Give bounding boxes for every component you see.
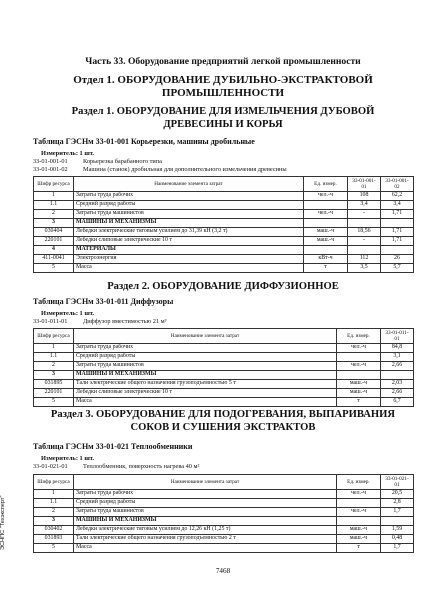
resource-value: 2,66	[381, 362, 414, 371]
table-row	[34, 517, 414, 526]
resource-name: МАШИНЫ И МЕХАНИЗМЫ	[74, 517, 337, 526]
table-row	[34, 353, 414, 362]
resource-unit: маш.-ч	[337, 389, 381, 398]
razdel-1-title: Раздел 1. ОБОРУДОВАНИЕ ДЛЯ ИЗМЕЛЬЧЕНИЯ ДУБОВОЙ ДРЕВЕСИНЫ И КОРЬЯ	[71, 106, 375, 130]
resource-code: 031895	[34, 380, 74, 389]
resource-name: МАШИНЫ И МЕХАНИЗМЫ	[74, 219, 304, 228]
resource-name: Масса	[74, 544, 337, 553]
resource-value: 20,5	[381, 490, 414, 499]
resource-code: 2	[34, 362, 74, 371]
table-row	[34, 192, 414, 201]
resource-name: Тали электрические общего назначения грузоподъемностью 2 т	[74, 535, 337, 544]
resource-code: 2	[34, 210, 74, 219]
resource-code: 1	[34, 490, 74, 499]
table-row	[34, 246, 414, 255]
resource-unit: т	[304, 264, 348, 273]
resource-name: Средний разряд работы	[74, 201, 304, 210]
table-3-meter: Измеритель: 1 шт.	[41, 455, 94, 462]
resource-code: 030402	[34, 526, 74, 535]
razdel-3-title: Раздел 3. ОБОРУДОВАНИЕ ДЛЯ ПОДОГРЕВАНИЯ, ВЫПАРИВАНИЯ СОКОВ И СУШЕНИЯ ЭКСТРАКТОВ	[50, 409, 396, 433]
resource-code: 1	[34, 344, 74, 353]
resource-name: МАШИНЫ И МЕХАНИЗМЫ	[74, 371, 337, 380]
resource-name: Средний разряд работы	[74, 499, 337, 508]
resource-unit: чел.-ч	[304, 210, 348, 219]
part-title: Часть 33. Оборудование предприятий легкой промышленности	[85, 56, 361, 67]
resource-unit	[337, 499, 381, 508]
resource-code: 2	[34, 508, 74, 517]
table-row	[34, 228, 414, 237]
resource-value	[381, 219, 414, 228]
resource-code: 1	[34, 192, 74, 201]
resource-code: 030404	[34, 228, 74, 237]
table-2-meter: Измеритель: 1 шт.	[41, 310, 94, 317]
resource-name: Тали электрические общего назначения грузоподъемностью 5 т	[74, 380, 337, 389]
resource-value: 108	[348, 192, 381, 201]
resource-value: 1,71	[381, 237, 414, 246]
resource-value	[381, 246, 414, 255]
table-row	[34, 371, 414, 380]
resource-name: Масса	[74, 398, 337, 407]
table-row	[34, 526, 414, 535]
table-row	[34, 210, 414, 219]
resource-name: Затраты труда рабочих	[74, 490, 337, 499]
resource-unit: чел.-ч	[337, 490, 381, 499]
resource-unit: т	[337, 398, 381, 407]
resource-code: 1.1	[34, 201, 74, 210]
table-3-code-line: 33-01-021-01 Теплообменник, поверхность нагрева 40 м²	[33, 463, 200, 470]
resource-unit	[304, 219, 348, 228]
table-1-title: Таблица ГЭСНм 33-01-001 Корьерезки, машины дробильные	[33, 137, 255, 146]
razdel-2-title: Раздел 2. ОБОРУДОВАНИЕ ДИФФУЗИОННОЕ	[107, 281, 339, 292]
table-1-code-line: 33-01-001-01 Корьерезка барабанного типа	[33, 158, 162, 165]
resource-unit	[304, 246, 348, 255]
resource-value: -	[348, 237, 381, 246]
resource-value: 18,56	[348, 228, 381, 237]
resource-value: 84,8	[381, 344, 414, 353]
resource-code: 411-0041	[34, 255, 74, 264]
resource-name: Масса	[74, 264, 304, 273]
resource-value	[348, 246, 381, 255]
resource-value: -	[348, 210, 381, 219]
resource-code: 220101	[34, 389, 74, 398]
resource-name: Лебедки электрические тяговым усилием до 31,39 кН (3,2 т)	[74, 228, 304, 237]
otdel-title: Отдел 1. ОБОРУДОВАНИЕ ДУБИЛЬНО-ЭКСТРАКТОВОЙ ПРОМЫШЛЕННОСТИ	[73, 74, 373, 99]
resource-value: 1,71	[381, 210, 414, 219]
table-row	[34, 237, 414, 246]
resource-value	[348, 219, 381, 228]
resource-value: 6,7	[381, 398, 414, 407]
resource-unit: маш.-ч	[337, 380, 381, 389]
resource-code: 4	[34, 246, 74, 255]
resource-name: Лебедки слиповые электрические 10 т	[74, 237, 304, 246]
resource-value	[381, 371, 414, 380]
resource-name: Лебедки слиповые электрические 10 т	[74, 389, 337, 398]
resource-value: 26	[381, 255, 414, 264]
resource-value: 1,59	[381, 526, 414, 535]
resource-unit: чел.-ч	[337, 362, 381, 371]
table-2-code-line: 33-01-011-01 Диффузор вместимостью 21 м³	[33, 318, 167, 325]
resource-code: 1.1	[34, 499, 74, 508]
resource-value: 5,7	[381, 264, 414, 273]
resource-table-3	[33, 474, 414, 553]
resource-code: 5	[34, 264, 74, 273]
table-row	[34, 490, 414, 499]
resource-value: 3,4	[381, 201, 414, 210]
resource-name: Затраты труда машинистов	[74, 362, 337, 371]
table-header-row: Шифр ресурса Наименование элемента затрат Ед. измер. 33-01-021-01	[34, 475, 414, 490]
page-number: 7468	[215, 567, 231, 575]
resource-code: 5	[34, 398, 74, 407]
table-row	[34, 219, 414, 228]
resource-unit: маш.-ч	[337, 526, 381, 535]
resource-name: Средний разряд работы	[74, 353, 337, 362]
resource-value	[381, 517, 414, 526]
table-1-code-line: 33-01-001-02 Машина (станок) дробильная для дополнительного измельчения древесины	[33, 166, 287, 173]
table-row	[34, 544, 414, 553]
resource-unit: т	[337, 544, 381, 553]
table-3-title: Таблица ГЭСНм 33-01-021 Теплообменники	[33, 442, 193, 451]
resource-value: 2,66	[381, 389, 414, 398]
resource-unit: чел.-ч	[304, 192, 348, 201]
resource-value: 0,48	[381, 535, 414, 544]
resource-name: Затраты труда рабочих	[74, 344, 337, 353]
resource-name: Затраты труда рабочих	[74, 192, 304, 201]
resource-unit: кВт-ч	[304, 255, 348, 264]
resource-name: Лебедки электрические тяговым усилием до 12,26 кН (1,25 т)	[74, 526, 337, 535]
resource-value: 3,1	[381, 353, 414, 362]
resource-value: 2,8	[381, 499, 414, 508]
table-row	[34, 499, 414, 508]
resource-unit: маш.-ч	[337, 535, 381, 544]
resource-unit	[337, 517, 381, 526]
table-row	[34, 201, 414, 210]
table-1-meter: Измеритель: 1 шт.	[41, 150, 94, 157]
resource-name: Затраты труда машинистов	[74, 508, 337, 517]
resource-unit	[337, 353, 381, 362]
resource-name: МАТЕРИАЛЫ	[74, 246, 304, 255]
table-row	[34, 535, 414, 544]
table-row	[34, 362, 414, 371]
resource-code: 3	[34, 219, 74, 228]
resource-unit	[337, 371, 381, 380]
resource-code: 5	[34, 544, 74, 553]
resource-value: 2,03	[381, 380, 414, 389]
table-row	[34, 255, 414, 264]
resource-name: Затраты труда машинистов	[74, 210, 304, 219]
resource-unit: чел.-ч	[337, 508, 381, 517]
resource-value: 1,71	[381, 228, 414, 237]
table-row	[34, 264, 414, 273]
resource-value: 1,7	[381, 508, 414, 517]
table-row	[34, 508, 414, 517]
resource-unit	[304, 201, 348, 210]
resource-unit: маш.-ч	[304, 228, 348, 237]
resource-code: 3	[34, 517, 74, 526]
table-row	[34, 398, 414, 407]
resource-code: 031893	[34, 535, 74, 544]
table-header-row: Шифр ресурса Наименование элемента затрат Ед. измер. 33-01-011-01	[34, 329, 414, 344]
table-row	[34, 389, 414, 398]
resource-name: Электроэнергия	[74, 255, 304, 264]
resource-table-2	[33, 328, 414, 407]
resource-table-1	[33, 176, 414, 273]
resource-code: 220101	[34, 237, 74, 246]
resource-unit: чел.-ч	[337, 344, 381, 353]
resource-value: 112	[348, 255, 381, 264]
table-2-title: Таблица ГЭСНм 33-01-011 Диффузоры	[33, 297, 174, 306]
resource-value: 3,5	[348, 264, 381, 273]
resource-value: 62,2	[381, 192, 414, 201]
resource-code: 1.1	[34, 353, 74, 362]
table-row	[34, 344, 414, 353]
side-watermark: ЭСНПС "Техэксперт"	[0, 495, 6, 550]
resource-unit: маш.-ч	[304, 237, 348, 246]
resource-value: 1,7	[381, 544, 414, 553]
table-row	[34, 380, 414, 389]
resource-code: 3	[34, 371, 74, 380]
resource-value: 3,4	[348, 201, 381, 210]
table-header-row: Шифр ресурса Наименование элемента затрат Ед. измер. 33-01-001-01 33-01-001-02	[34, 177, 414, 192]
